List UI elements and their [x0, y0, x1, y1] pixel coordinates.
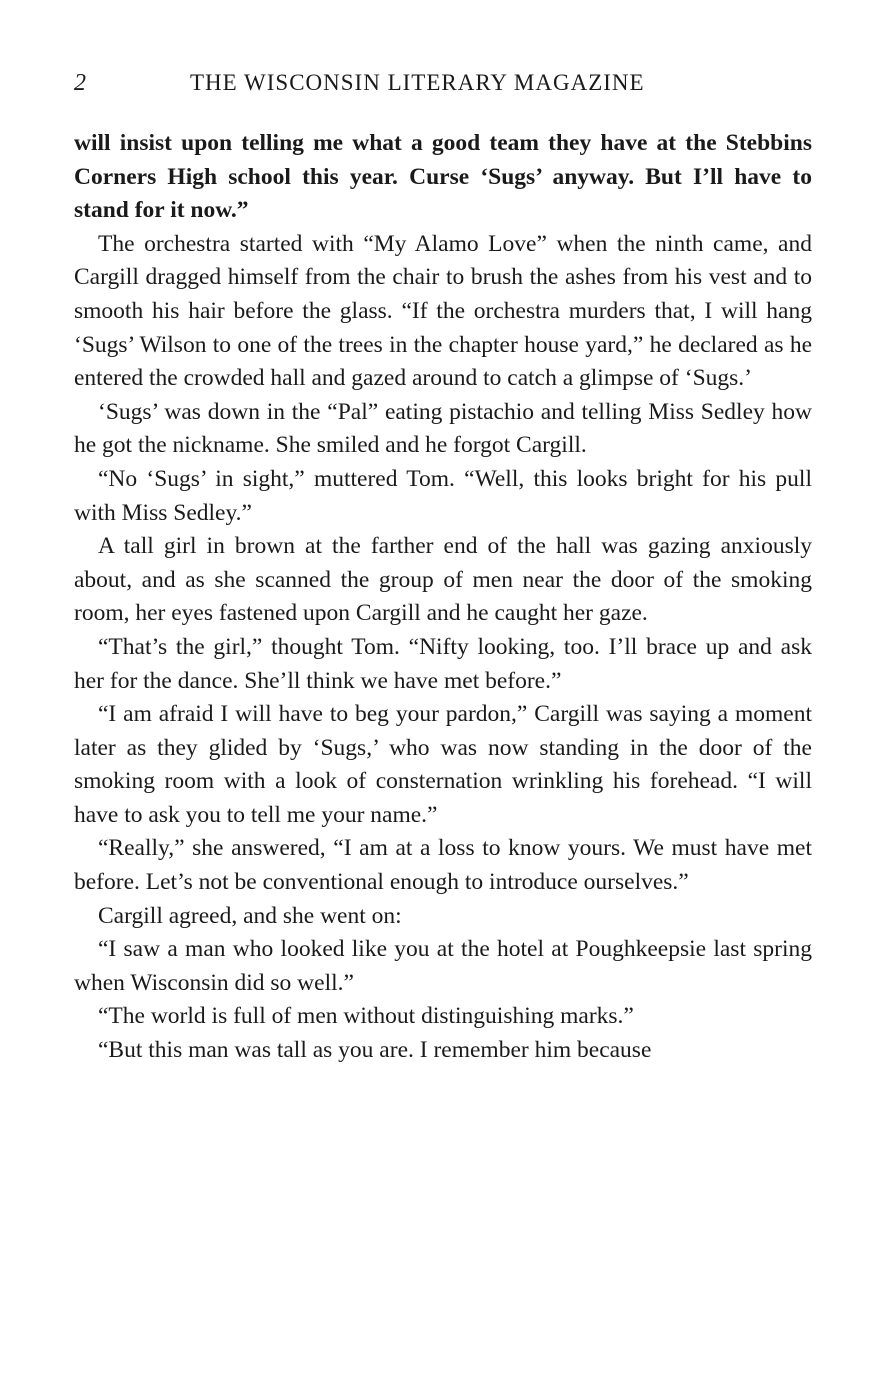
- paragraph-7: “I am afraid I will have to beg your pardon,” Cargill was saying a moment later as they glided by ‘Sugs,’ who was now standing in the door of the smoking room with a look of consternation wrinkling his forehead. “I will have to ask you to tell me your name.”: [74, 701, 812, 828]
- paragraph-10: “I saw a man who looked like you at the hotel at Poughkeepsie last spring when Wisconsin did so well.”: [74, 936, 812, 996]
- paragraph-4: “No ‘Sugs’ in sight,” muttered Tom. “Well, this looks bright for his pull with Miss Sedley.”: [74, 465, 812, 526]
- paragraph-9: Cargill agreed, and she went on:: [98, 902, 402, 929]
- paragraph-11: “The world is full of men without distinguishing marks.”: [98, 1003, 634, 1030]
- paragraph-8: “Really,” she answered, “I am at a loss to know yours. We must have met before. Let’s not be conventional enough to introduce ourselves.”: [74, 835, 812, 896]
- paragraph-2: The orchestra started with “My Alamo Love” when the ninth came, and Cargill dragged himself from the chair to brush the ashes from his vest and to smooth his hair before the glass. “If the orchestra murders that, I will hang ‘Sugs’ Wilson to one of the trees in the chapter house yard,” he declared as he entered the crowded hall and gazed around to catch a glimpse of ‘Sugs.’: [74, 230, 812, 392]
- paragraph-3: ‘Sugs’ was down in the “Pal” eating pistachio and telling Miss Sedley how he got the nickname. She smiled and he forgot Cargill.: [74, 398, 812, 459]
- paragraph-5: A tall girl in brown at the farther end of the hall was gazing anxiously about, and as she scanned the group of men near the door of the smoking room, her eyes fastened upon Cargill and he caught her gaze.: [74, 533, 812, 627]
- paragraph-12: “But this man was tall as you are. I remember him because: [98, 1037, 652, 1064]
- magazine-title: THE WISCONSIN LITERARY MAGAZINE: [190, 70, 645, 95]
- paragraph-6: “That’s the girl,” thought Tom. “Nifty looking, too. I’ll brace up and ask her for the dance. She’ll think we have met before.”: [74, 633, 812, 694]
- body-text: [74, 127, 812, 1068]
- page-number: 2: [74, 70, 86, 96]
- paragraph-1: will insist upon telling me what a good team they have at the Stebbins Corners High school this year. Curse ‘Sugs’ anyway. But I’ll have to stand for it now.”: [74, 130, 812, 224]
- running-head: [74, 70, 814, 100]
